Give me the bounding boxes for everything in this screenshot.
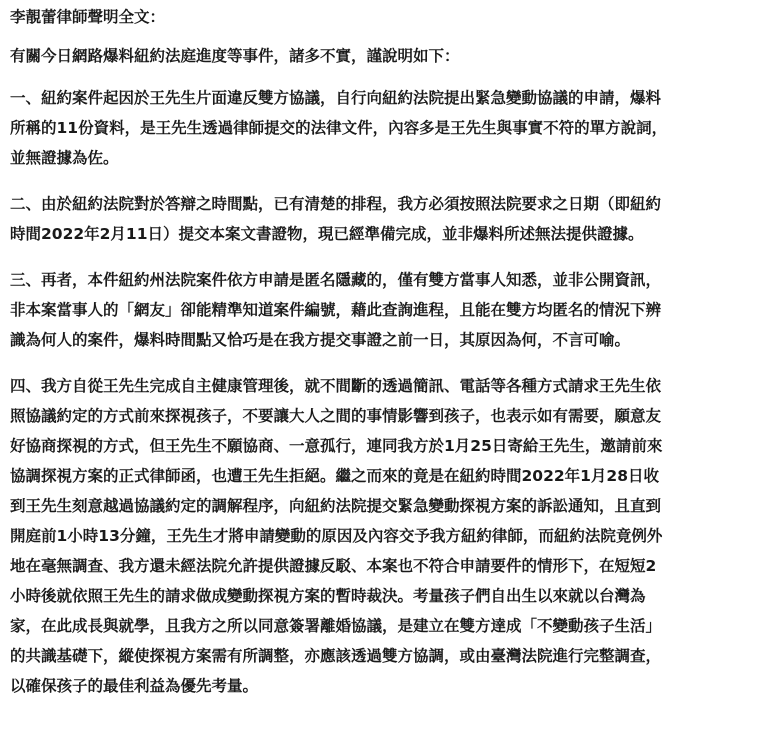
statement-intro: 有關今日網路爆料紐約法庭進度等事件，諸多不實，謹說明如下： <box>10 47 460 65</box>
paragraph-line: 非本案當事人的「網友」卻能精準知道案件編號，藉此查詢進程，且能在雙方均匿名的情況下辨 <box>10 301 662 319</box>
paragraph-line: 時間2022年2月11日）提交本案文書證物，現已經準備完成，並非爆料所述無法提供證據。 <box>10 225 644 243</box>
paragraph-line: 的共識基礎下，縱使探視方案需有所調整，亦應該透過雙方協調，或由臺灣法院進行完整調查， <box>10 647 662 665</box>
paragraph-line: 地在毫無調查、我方還未經法院允許提供證據反駁、本案也不符合申請要件的情形下，在短短2 <box>10 557 657 575</box>
paragraph-line: 照協議約定的方式前來探視孩子，不要讓大人之間的事情影響到孩子，也表示如有需要，願意友 <box>10 407 662 425</box>
paragraph-line: 好協商探視的方式，但王先生不願協商、一意孤行，連同我方於1月25日寄給王先生，邀請前來 <box>10 437 663 455</box>
paragraph-1 <box>10 83 751 173</box>
paragraph-2 <box>10 189 751 249</box>
paragraph-line: 一、紐約案件起因於王先生片面違反雙方協議，自行向紐約法院提出緊急變動協議的申請，爆料 <box>10 89 662 107</box>
paragraph-line: 到王先生刻意越過協議約定的調解程序，向紐約法院提交緊急變動探視方案的訴訟通知，且直到 <box>10 497 662 515</box>
statement-title: 李靚蕾律師聲明全文： <box>10 8 166 26</box>
paragraph-line: 以確保孩子的最佳利益為優先考量。 <box>10 677 259 695</box>
paragraph-line: 家，在此成長與就學，且我方之所以同意簽署離婚協議，是建立在雙方達成「不變動孩子生活」 <box>10 617 662 635</box>
paragraph-line: 所稱的11份資料，是王先生透過律師提交的法律文件，內容多是王先生與事實不符的單方說詞， <box>10 119 668 137</box>
paragraph-line: 小時後就依照王先生的請求做成變動探視方案的暫時裁決。考量孩子們自出生以來就以台灣為 <box>10 587 646 605</box>
paragraph-line: 開庭前1小時13分鐘，王先生才將申請變動的原因及內容交予我方紐約律師，而紐約法院竟例外 <box>10 527 663 545</box>
paragraph-line: 協調探視方案的正式律師函，也遭王先生拒絕。繼之而來的竟是在紐約時間2022年1月28日收 <box>10 467 659 485</box>
paragraph-line: 二、由於紐約法院對於答辯之時間點，已有清楚的排程，我方必須按照法院要求之日期（即紐約 <box>10 195 662 213</box>
paragraph-line: 四、我方自從王先生完成自主健康管理後，就不間斷的透過簡訊、電話等各種方式請求王先生依 <box>10 377 662 395</box>
paragraph-4 <box>10 371 751 701</box>
paragraph-line: 識為何人的案件，爆料時間點又恰巧是在我方提交事證之前一日，其原因為何，不言可喻。 <box>10 331 631 349</box>
paragraph-line: 並無證據為佐。 <box>10 149 119 167</box>
paragraph-3 <box>10 265 751 355</box>
paragraph-line: 三、再者，本件紐約州法院案件依方申請是匿名隱藏的，僅有雙方當事人知悉，並非公開資訊， <box>10 271 662 289</box>
